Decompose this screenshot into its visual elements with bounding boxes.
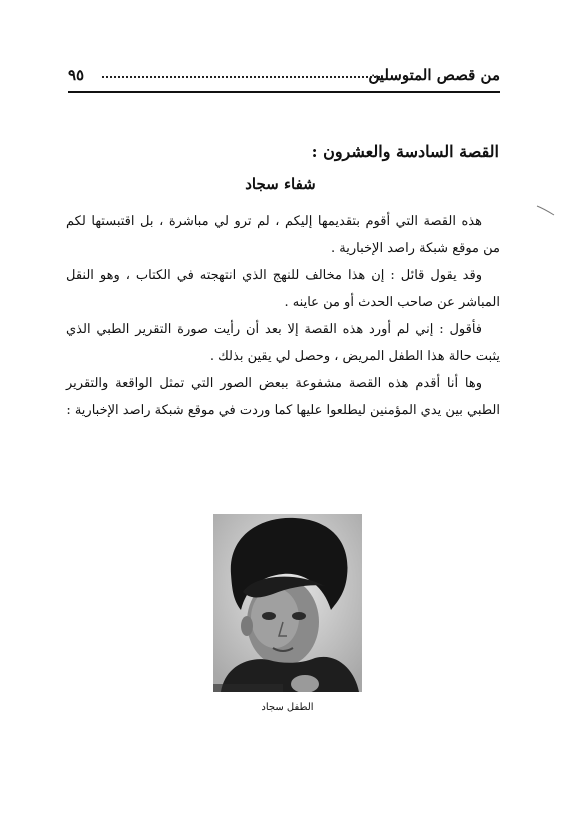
- page-number: ٩٥: [68, 66, 85, 84]
- header-rule: [68, 91, 500, 93]
- story-heading: القصة السادسة والعشرون :: [311, 142, 499, 161]
- paragraph: فأقول : إني لم أورد هذه القصة إلا بعد أن رأيت صورة التقرير الطبي الذي يثبت حالة هذا الطفل المريض ، وحصل لي يقين بذلك .: [66, 322, 500, 364]
- child-photo-image: [213, 514, 362, 692]
- running-header: [68, 66, 500, 92]
- paragraph: وها أنا أقدم هذه القصة مشفوعة ببعض الصور التي تمثل الواقعة والتقرير الطبي بين يدي المؤمنين ليطلعوا عليها كما وردت في موقع شبكة راصد الإخبارية :: [66, 376, 500, 418]
- child-photo: [213, 514, 362, 692]
- story-subheading: شفاء سجاد: [245, 175, 316, 193]
- paragraph: هذه القصة التي أقوم بتقديمها إليكم ، لم ترو لي مباشرة ، بل اقتبستها لكم من موقع شبكة راصد الإخبارية .: [66, 214, 500, 256]
- photo-caption: الطفل سجاد: [261, 702, 314, 713]
- leader-dots: [102, 76, 380, 78]
- story-body: [66, 208, 500, 424]
- running-title: من قصص المتوسلين: [368, 66, 500, 84]
- paragraph: وقد يقول قائل : إن هذا مخالف للنهج الذي انتهجته في الكتاب ، وهو النقل المباشر عن صاحب الحدث أو من عاينه .: [66, 268, 500, 310]
- margin-mark-icon: [536, 203, 556, 217]
